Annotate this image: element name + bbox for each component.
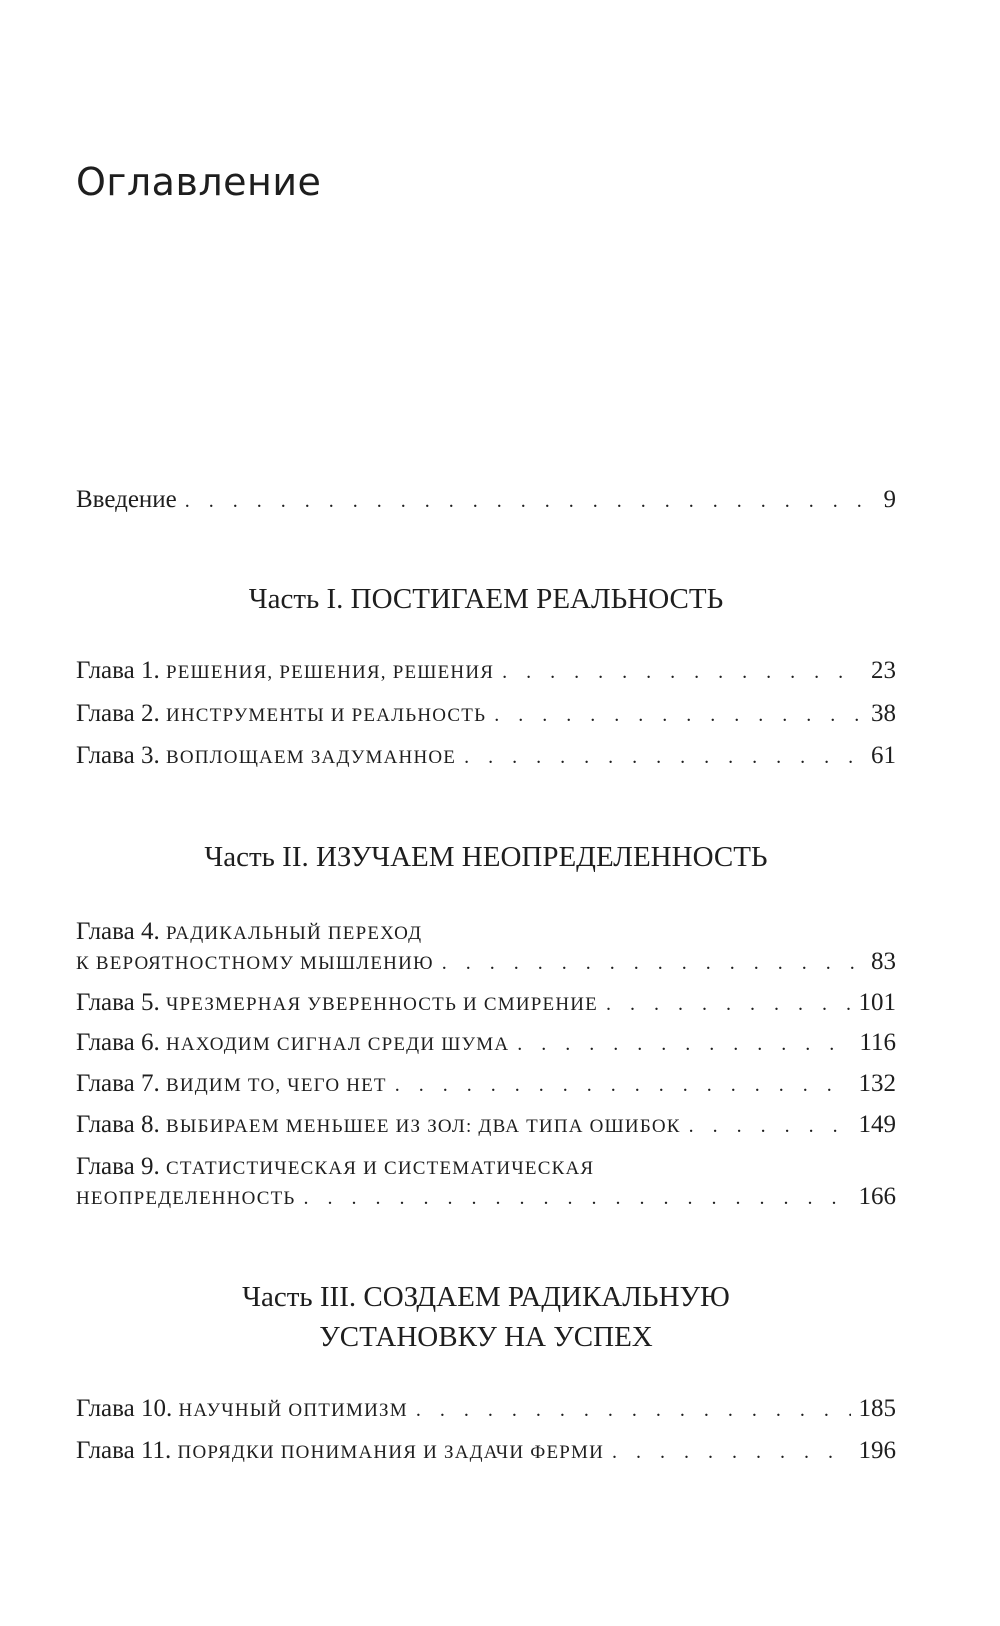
toc-entry-chapter-7[interactable] [76,1063,896,1105]
chapter-title: РАДИКАЛЬНЫЙ ПЕРЕХОД [165,923,423,944]
entry-label [76,982,598,1026]
dot-leader [606,983,851,1025]
entry-label [76,693,486,737]
part-heading: Часть II. ИЗУЧАЕМ НЕОПРЕДЕЛЕННОСТЬ [204,841,768,873]
part-heading-line2: УСТАНОВКУ НА УСПЕХ [319,1321,653,1353]
chapter-title: НЕОПРЕДЕЛЕННОСТЬ [76,1188,296,1209]
dot-leader [185,480,864,522]
chapter-title: СТАТИСТИЧЕСКАЯ И СИСТЕМАТИЧЕСКАЯ [165,1158,595,1179]
chapter-number: Глава 8. [76,1111,160,1138]
chapter-number: Глава 1. [76,657,160,684]
chapter-number: Глава 6. [76,1029,160,1056]
dot-leader [502,651,863,693]
chapter-number: Глава 7. [76,1070,160,1097]
chapter-number: Глава 9. [76,1153,160,1180]
dot-leader [494,694,863,736]
part-heading: Часть I. ПОСТИГАЕМ РЕАЛЬНОСТЬ [248,583,724,615]
page-number: 132 [858,1070,896,1097]
toc-entry-chapter-11[interactable] [76,1430,896,1472]
entry-label [76,1063,387,1107]
chapter-title: ВЫБИРАЕМ МЕНЬШЕЕ ИЗ ЗОЛ: ДВА ТИПА ОШИБОК [165,1116,681,1137]
page-number: 23 [871,657,896,684]
dot-leader [304,1177,851,1219]
entry-label [76,1388,408,1432]
chapter-number: Глава 10. [76,1395,173,1422]
chapter-number: Глава 4. [76,918,160,945]
toc-entry-chapter-6[interactable] [76,1022,896,1064]
chapter-title: ЧРЕЗМЕРНАЯ УВЕРЕННОСТЬ И СМИРЕНИЕ [165,994,598,1015]
entry-label: Введение [76,486,177,513]
dot-leader [464,736,863,778]
dot-leader [395,1064,851,1106]
chapter-title: НАУЧНЫЙ ОПТИМИЗМ [178,1400,408,1421]
dot-leader [612,1431,850,1473]
page-number: 116 [859,1029,896,1056]
dot-leader [689,1105,851,1147]
chapter-title: НАХОДИМ СИГНАЛ СРЕДИ ШУМА [165,1034,510,1055]
chapter-title: ВОПЛОЩАЕМ ЗАДУМАННОЕ [165,747,457,768]
toc-entry-chapter-9[interactable] [76,1176,896,1218]
entry-label [76,1430,604,1474]
chapter-number: Глава 3. [76,742,160,769]
chapter-title: ИНСТРУМЕНТЫ И РЕАЛЬНОСТЬ [165,705,487,726]
chapter-number: Глава 11. [76,1437,172,1464]
entry-label [76,735,456,779]
page-number: 196 [858,1437,896,1464]
toc-entry-chapter-8[interactable] [76,1104,896,1146]
chapter-title: К ВЕРОЯТНОСТНОМУ МЫШЛЕНИЮ [76,953,434,974]
page-number: 9 [883,486,896,513]
page-number: 166 [858,1183,896,1210]
toc-entry-chapter-5[interactable] [76,982,896,1024]
chapter-number: Глава 5. [76,989,160,1016]
dot-leader [416,1389,851,1431]
chapter-title: ВИДИМ ТО, ЧЕГО НЕТ [165,1075,387,1096]
entry-label [76,650,494,694]
dot-leader [517,1023,851,1065]
page-number: 83 [871,948,896,975]
toc-entry-chapter-1[interactable] [76,650,896,692]
entry-label [76,1022,509,1066]
entry-label [76,1104,681,1148]
toc-entry-chapter-4[interactable] [76,941,896,983]
page-title: Оглавление [76,160,322,204]
page-number: 101 [858,989,896,1016]
chapter-title: ПОРЯДКИ ПОНИМАНИЯ И ЗАДАЧИ ФЕРМИ [177,1442,605,1463]
part-heading-line1: Часть III. СОЗДАЕМ РАДИКАЛЬНУЮ [242,1281,730,1313]
dot-leader [442,942,863,984]
toc-entry-introduction[interactable] [76,479,896,521]
chapter-number: Глава 2. [76,700,160,727]
toc-entry-chapter-3[interactable] [76,735,896,777]
page-number: 61 [871,742,896,769]
page-number: 38 [871,700,896,727]
toc-entry-chapter-2[interactable] [76,693,896,735]
page-number: 149 [858,1111,896,1138]
toc-entry-chapter-10[interactable] [76,1388,896,1430]
chapter-title: РЕШЕНИЯ, РЕШЕНИЯ, РЕШЕНИЯ [165,662,495,683]
page-number: 185 [858,1395,896,1422]
